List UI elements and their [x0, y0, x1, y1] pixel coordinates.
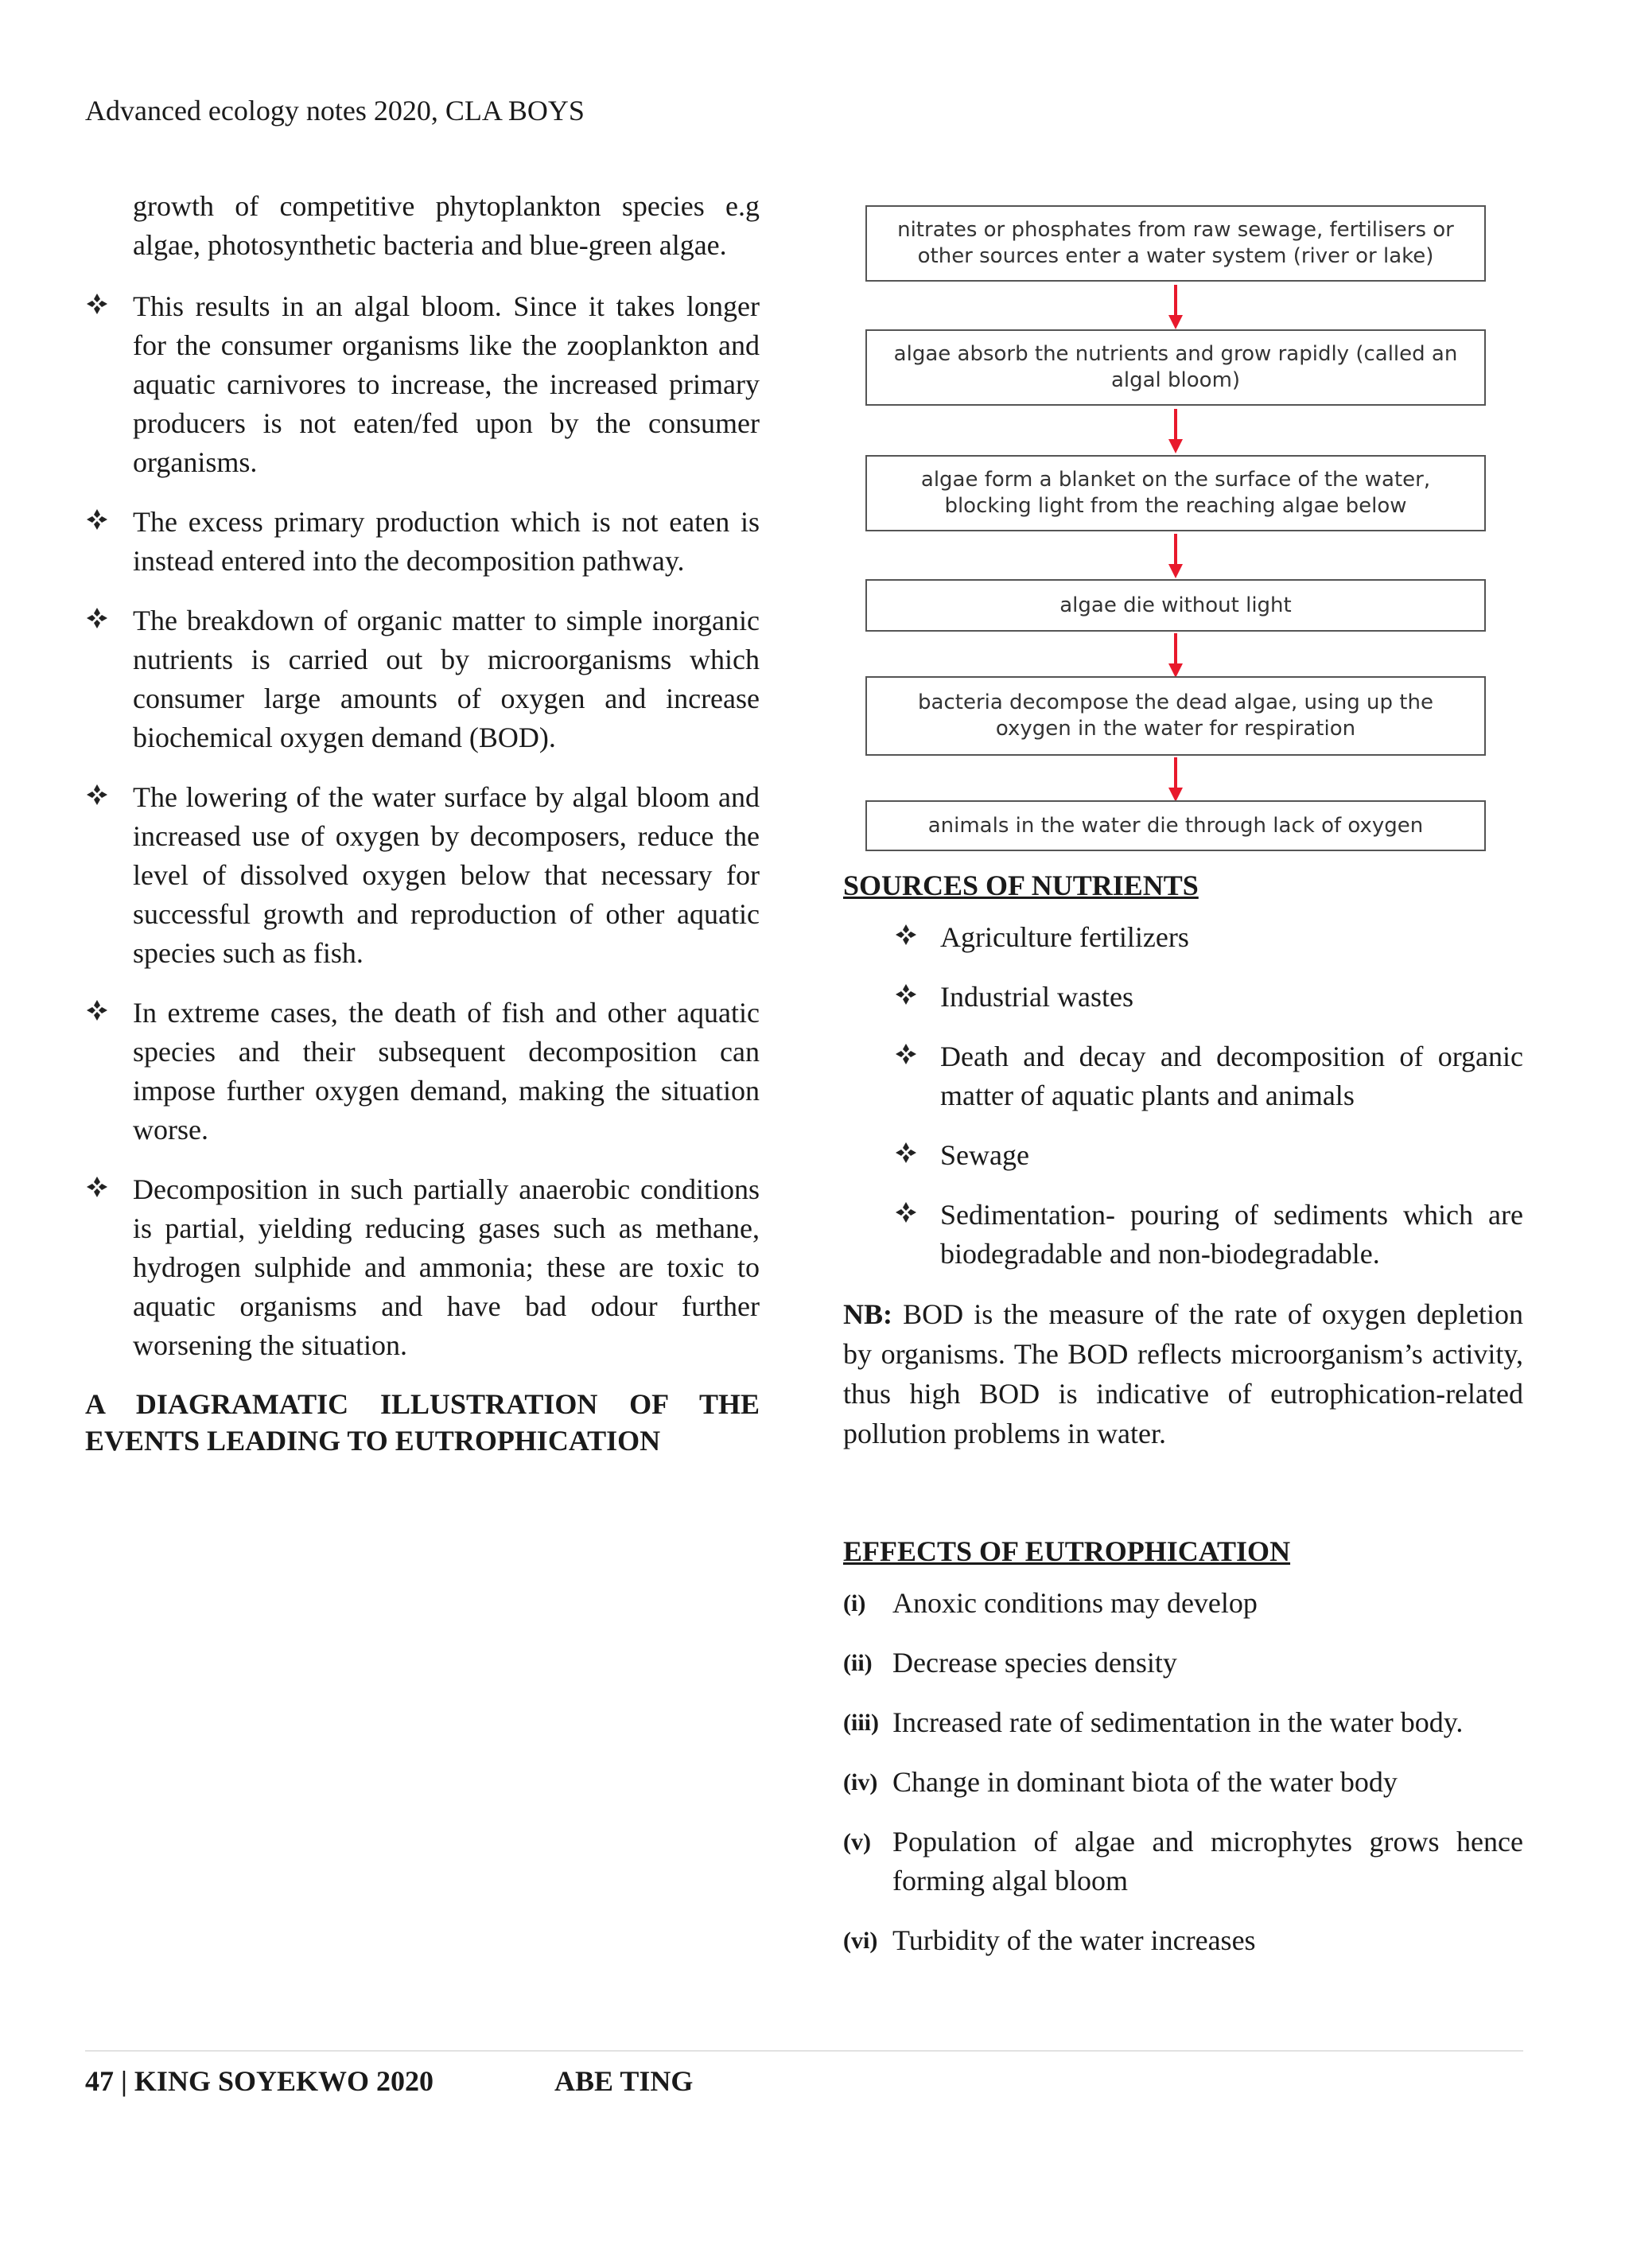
diamond-bullet-icon — [894, 982, 918, 1006]
effect-text: Change in dominant biota of the water body — [892, 1766, 1398, 1798]
list-item — [85, 601, 760, 757]
effect-number: (v) — [843, 1829, 871, 1855]
down-arrow-icon — [1168, 757, 1184, 802]
flow-step: algae absorb the nutrients and grow rapidly (called an algal bloom) — [865, 329, 1486, 406]
source-text: Industrial wastes — [940, 981, 1133, 1013]
list-item — [85, 287, 760, 482]
diamond-bullet-icon — [894, 1042, 918, 1066]
effect-number: (ii) — [843, 1650, 873, 1676]
eutrophication-flowchart — [865, 205, 1486, 851]
source-text: Sedimentation- pouring of sediments which are biodegradable and non-biodegradable. — [940, 1199, 1523, 1270]
nb-label: NB: — [843, 1298, 892, 1330]
list-item — [85, 503, 760, 581]
bullet-text: The lowering of the water surface by algal bloom and increased use of oxygen by decomposers, reduce the level of dissolved oxygen below that necessary for successful growth and reproduction of other aquatic species such as fish. — [133, 781, 760, 969]
flow-step: nitrates or phosphates from raw sewage, fertilisers or other sources enter a water system (river or lake) — [865, 205, 1486, 282]
diamond-bullet-icon — [894, 923, 918, 947]
nb-text: BOD is the measure of the rate of oxygen depletion by organisms. The BOD reflects microorganism’s activity, thus high BOD is indicative of eutrophication-related pollution problems in water. — [843, 1298, 1523, 1449]
source-text: Sewage — [940, 1139, 1029, 1171]
footer-author: ABE TING — [554, 2065, 694, 2097]
list-item — [85, 1170, 760, 1365]
flow-step: bacteria decompose the dead algae, using up the oxygen in the water for respiration — [865, 676, 1486, 756]
diamond-bullet-icon — [894, 1141, 918, 1165]
down-arrow-icon — [1168, 409, 1184, 453]
diamond-bullet-icon — [85, 998, 109, 1022]
diamond-bullet-icon — [85, 508, 109, 531]
list-item — [85, 994, 760, 1150]
list-item — [85, 778, 760, 973]
list-item — [843, 1584, 1523, 1623]
bullet-text: This results in an algal bloom. Since it takes longer for the consumer organisms like the zooplankton and aquatic carnivores to increase, the increased primary producers is not eaten/fed upon by the consumer organisms. — [133, 290, 760, 478]
effect-number: (iv) — [843, 1769, 878, 1795]
bullet-text: The excess primary production which is not eaten is instead entered into the decomposition pathway. — [133, 506, 760, 577]
footer-page-info: 47 | KING SOYEKWO 2020 — [85, 2065, 433, 2097]
source-text: Death and decay and decomposition of organic matter of aquatic plants and animals — [940, 1041, 1523, 1111]
flow-step: algae form a blanket on the surface of the water, blocking light from the reaching algae below — [865, 455, 1486, 531]
effect-number: (vi) — [843, 1928, 878, 1954]
flow-step: animals in the water die through lack of oxygen — [865, 800, 1486, 851]
footer-divider — [85, 2050, 1523, 2052]
diamond-bullet-icon — [85, 1175, 109, 1199]
down-arrow-icon — [1168, 534, 1184, 578]
effect-text: Population of algae and microphytes grows hence forming algal bloom — [892, 1826, 1523, 1896]
page-header: Advanced ecology notes 2020, CLA BOYS — [85, 95, 585, 126]
intro-paragraph: growth of competitive phytoplankton species e.g algae, photosynthetic bacteria and blue-green algae. — [133, 190, 760, 261]
left-column — [85, 187, 760, 1459]
list-item — [843, 1763, 1523, 1802]
effect-text: Decrease species density — [892, 1647, 1177, 1679]
down-arrow-icon — [1168, 285, 1184, 329]
nb-note — [843, 1294, 1523, 1453]
effect-text: Turbidity of the water increases — [892, 1924, 1256, 1956]
flow-step: algae die without light — [865, 579, 1486, 632]
right-column — [843, 205, 1523, 1981]
list-item — [843, 918, 1523, 957]
effects-heading: EFFECTS OF EUTROPHICATION — [843, 1535, 1291, 1567]
sources-heading: SOURCES OF NUTRIENTS — [843, 869, 1199, 901]
effect-number: (i) — [843, 1590, 866, 1616]
diagram-heading-line2: EVENTS LEADING TO EUTROPHICATION — [85, 1425, 661, 1457]
list-item — [843, 1196, 1523, 1274]
list-item — [843, 1703, 1523, 1742]
diamond-bullet-icon — [85, 292, 109, 316]
effect-number: (iii) — [843, 1710, 879, 1736]
list-item — [843, 978, 1523, 1017]
list-item — [843, 1037, 1523, 1115]
effect-text: Anoxic conditions may develop — [892, 1587, 1258, 1619]
list-item — [843, 1644, 1523, 1683]
list-item — [843, 1823, 1523, 1900]
bullet-text: The breakdown of organic matter to simple inorganic nutrients is carried out by microorganisms which consumer large amounts of oxygen and increase biochemical oxygen demand (BOD). — [133, 605, 760, 753]
bullet-text: Decomposition in such partially anaerobic conditions is partial, yielding reducing gases such as methane, hydrogen sulphide and ammonia; these are toxic to aquatic organisms and have bad odour further worsening the situation. — [133, 1173, 760, 1361]
diamond-bullet-icon — [894, 1200, 918, 1224]
source-text: Agriculture fertilizers — [940, 921, 1189, 953]
diagram-heading — [85, 1386, 760, 1459]
list-item — [843, 1136, 1523, 1175]
list-item — [843, 1921, 1523, 1960]
effect-text: Increased rate of sedimentation in the water body. — [892, 1706, 1464, 1738]
page-footer — [85, 2064, 694, 2098]
diamond-bullet-icon — [85, 606, 109, 630]
bullet-text: In extreme cases, the death of fish and other aquatic species and their subsequent decomposition can impose further oxygen demand, making the situation worse. — [133, 997, 760, 1146]
down-arrow-icon — [1168, 633, 1184, 678]
diamond-bullet-icon — [85, 783, 109, 807]
diagram-heading-line1: A DIAGRAMATIC ILLUSTRATION OF THE — [85, 1388, 760, 1420]
